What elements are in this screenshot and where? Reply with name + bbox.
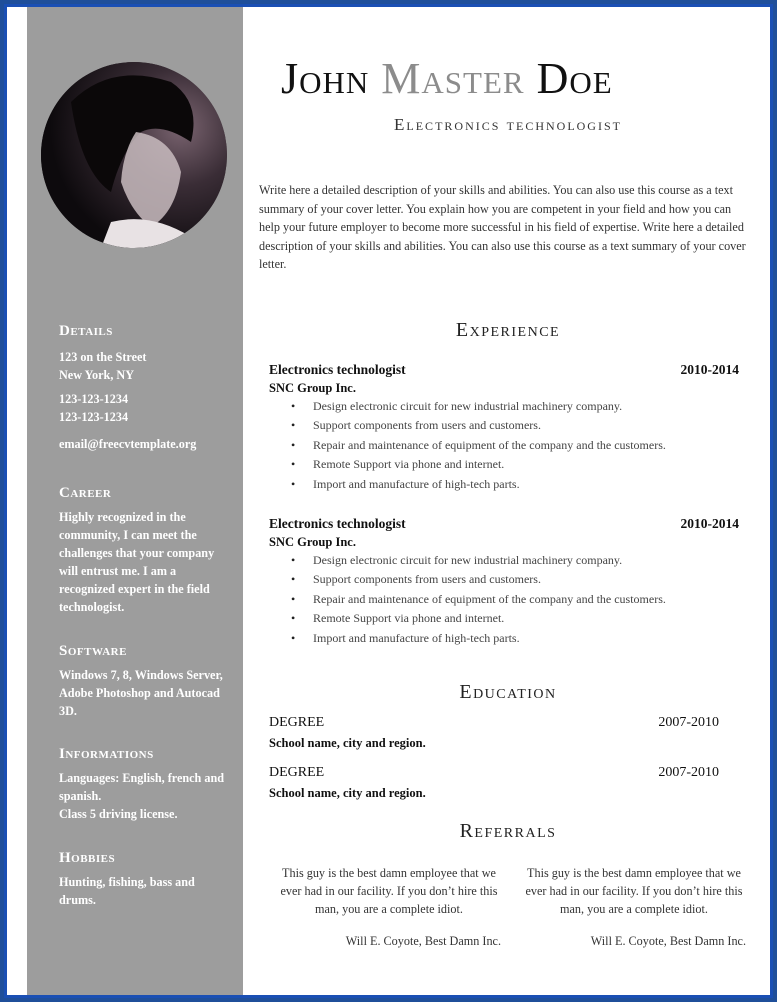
referrals-heading: Referrals [459,820,557,842]
intro-paragraph: Write here a detailed description of your skills and abilities. You can also use this course as a text summary of your cover letter. You explain how you are competent in your field and how you can help your future employer to become more successful in his field of expertise. Write here a detailed description of your skills and abilities. You can also use this course as a text summary of your cover letter. [259,183,746,271]
career-text: Highly recognized in the community, I can meet the challenges that your company will entrust me. I am a recognized expert in the field technologist. [59,510,215,614]
job-bullets [269,551,739,648]
phone-1: 123-123-1234 [59,392,129,406]
informations-section [59,746,234,823]
software-section [59,643,234,720]
portrait-image [41,62,227,248]
email-link[interactable]: email@freecvtemplate.org [59,437,197,451]
license-text: Class 5 driving license. [59,807,178,821]
software-heading: Software [59,643,127,659]
referral-card [518,864,750,950]
full-name [281,53,613,104]
phone-2: 123-123-1234 [59,410,129,424]
job-company: SNC Group Inc. [269,381,356,395]
referral-quote: This guy is the best damn employee that we ever had in our facility. If you don’t hire this man, you are a complete idiot. [525,866,743,916]
career-heading: Career [59,485,112,501]
first-name: John [281,54,370,103]
job-bullet: • Remote Support via phone and internet. [269,455,739,474]
degree: DEGREE [269,715,325,730]
job-title: Electronics technologist [394,115,622,134]
job-company: SNC Group Inc. [269,535,356,549]
job-years: 2010-2014 [680,516,739,531]
hobbies-heading: Hobbies [59,850,116,866]
languages-text: Languages: English, french and spanish. [59,771,225,803]
career-section [59,485,234,616]
job-bullet: • Import and manufacture of high-tech parts. [269,475,739,494]
job-years: 2010-2014 [680,362,739,377]
referral-author: Will E. Coyote, Best Damn Inc. [345,934,501,948]
degree-years: 2007-2010 [658,715,719,730]
referral-author: Will E. Coyote, Best Damn Inc. [590,934,746,948]
address-line-1: 123 on the Street [59,350,147,364]
education-heading: Education [459,681,557,703]
job-bullets [269,397,739,494]
school: School name, city and region. [269,736,426,750]
last-name: Doe [536,54,613,103]
details-heading: Details [59,323,113,339]
job-bullet: • Design electronic circuit for new industrial machinery company. [269,397,739,416]
resume-page [4,4,773,998]
informations-heading: Informations [59,746,154,762]
job-bullet: • Import and manufacture of high-tech parts. [269,629,739,648]
profile-photo [41,62,227,248]
job-bullet: • Design electronic circuit for new industrial machinery company. [269,551,739,570]
job-entry [269,516,739,648]
degree: DEGREE [269,765,325,780]
software-text: Windows 7, 8, Windows Server, Adobe Photoshop and Autocad 3D. [59,668,223,718]
job-bullet: • Support components from users and customers. [269,416,739,435]
middle-name: Master [381,54,525,103]
job-bullet: • Support components from users and customers. [269,570,739,589]
job-bullet: • Remote Support via phone and internet. [269,609,739,628]
degree-years: 2007-2010 [658,765,719,780]
hobbies-text: Hunting, fishing, bass and drums. [59,875,195,907]
address-line-2: New York, NY [59,368,135,382]
hobbies-section [59,850,234,909]
details-section [59,323,234,453]
experience-heading: Experience [455,319,561,341]
sidebar [27,7,243,995]
referral-quote: This guy is the best damn employee that we ever had in our facility. If you don’t hire this man, you are a complete idiot. [280,866,498,916]
job-entry [269,362,739,494]
referral-card [273,864,505,950]
school: School name, city and region. [269,786,426,800]
education-entry [269,765,719,801]
job-role: Electronics technologist [269,362,406,377]
education-entry [269,715,719,751]
job-bullet: • Repair and maintenance of equipment of the company and the customers. [269,436,739,455]
main-content [243,7,773,995]
job-bullet: • Repair and maintenance of equipment of the company and the customers. [269,590,739,609]
job-role: Electronics technologist [269,516,406,531]
